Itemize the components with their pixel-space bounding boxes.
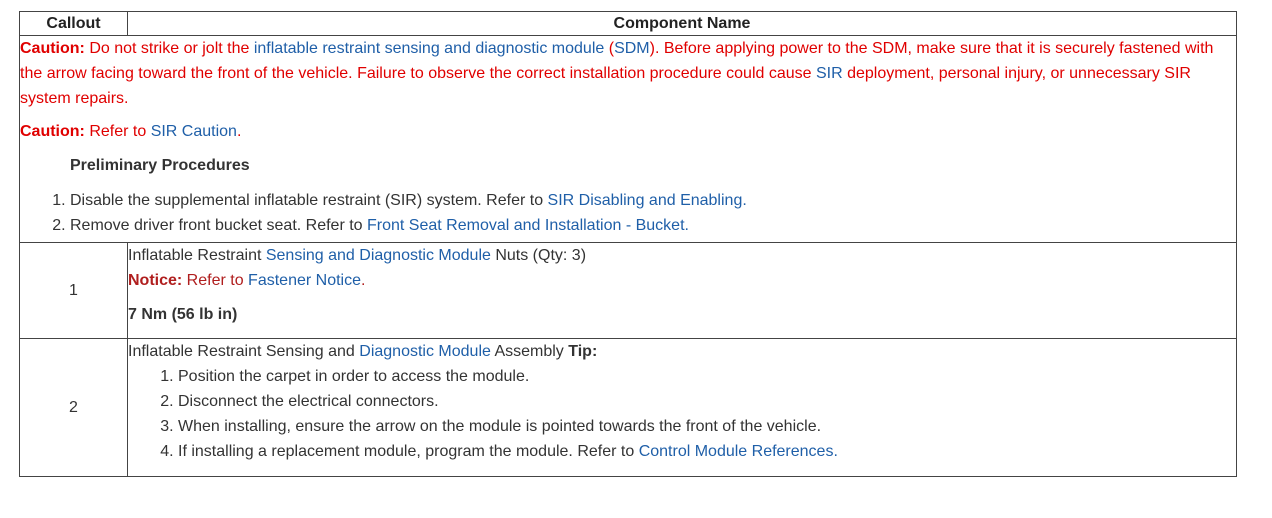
caution-label: Caution: [20, 123, 85, 140]
notice-end: . [360, 272, 366, 289]
callout-number: 2 [20, 339, 128, 477]
caution-text: ( [604, 40, 615, 57]
list-item [178, 439, 1236, 464]
caution-sir [20, 119, 1236, 144]
name-text: Nuts (Qty: 3) [490, 247, 587, 264]
caution-label: Caution: [20, 40, 85, 57]
link-sir-caution[interactable]: SIR Caution [150, 123, 237, 140]
component-name [128, 243, 1236, 268]
name-text: Assembly [490, 343, 569, 360]
list-item: 3. When installing, ensure the arrow on the module is pointed towards the front of the vehicle. [178, 414, 1236, 439]
component-cell [128, 339, 1237, 477]
list-item: 1. Position the carpet in order to access the module. [178, 364, 1236, 389]
link-control-module-references[interactable]: Control Module References [638, 443, 834, 460]
list-item: 2. Disconnect the electrical connectors. [178, 389, 1236, 414]
name-text: Inflatable Restraint Sensing and [128, 343, 360, 360]
link-sir-disabling[interactable]: SIR Disabling and Enabling [547, 192, 743, 209]
caution-text: Do not strike or jolt the [84, 40, 254, 57]
link-sensing-module[interactable]: Sensing and Diagnostic Module [265, 247, 491, 264]
caution-text: Refer to [84, 123, 151, 140]
tip-label: Tip: [568, 343, 598, 360]
notice-label: Notice: [128, 272, 183, 289]
table-header-row [20, 12, 1237, 36]
name-text: Inflatable Restraint [128, 247, 266, 264]
tip-end: . [833, 443, 838, 460]
caution-text: deployment, personal injury, or unnecessary SIR system repairs. [20, 65, 1191, 107]
step-text: Disable the supplemental inflatable restraint (SIR) system. Refer to [70, 192, 548, 209]
link-sdm-full[interactable]: inflatable restraint sensing and diagnostic module [253, 40, 605, 57]
link-front-seat[interactable]: Front Seat Removal and Installation - Bucket [367, 217, 685, 234]
caution-text: ). Before applying power to the SDM, make sure that it is securely fastened with the arrow facing toward the front of the vehicle. Failure to observe the correct installation procedure could cause [20, 40, 1214, 82]
tip-text: If installing a replacement module, program the module. Refer to [178, 443, 639, 460]
header-component-name: Component Name [128, 12, 1237, 36]
link-sir[interactable]: SIR [815, 65, 843, 82]
link-fastener-notice[interactable]: Fastener Notice [248, 272, 361, 289]
preliminary-heading: Preliminary Procedures [70, 157, 250, 174]
component-name [128, 339, 1236, 364]
procedure-table [19, 11, 1237, 477]
tip-list [128, 364, 1236, 464]
link-sdm[interactable]: SDM [614, 40, 650, 57]
component-cell [128, 243, 1237, 339]
list-item [70, 188, 1236, 213]
caution-sdm [20, 36, 1236, 111]
step-end: . [742, 192, 747, 209]
intro-row [20, 36, 1237, 243]
table-row [20, 243, 1237, 339]
list-item [70, 213, 1236, 238]
table-row [20, 339, 1237, 477]
torque-spec: 7 Nm (56 lb in) [128, 306, 238, 323]
notice [128, 268, 1236, 293]
link-diagnostic-module[interactable]: Diagnostic Module [359, 343, 491, 360]
step-text: Remove driver front bucket seat. Refer to [70, 217, 368, 234]
callout-number: 1 [20, 243, 128, 339]
preliminary-steps [20, 188, 1236, 238]
header-callout: Callout [20, 12, 128, 36]
intro-cell [20, 36, 1237, 243]
caution-text: . [236, 123, 242, 140]
notice-text: Refer to [182, 272, 249, 289]
step-end: . [684, 217, 689, 234]
